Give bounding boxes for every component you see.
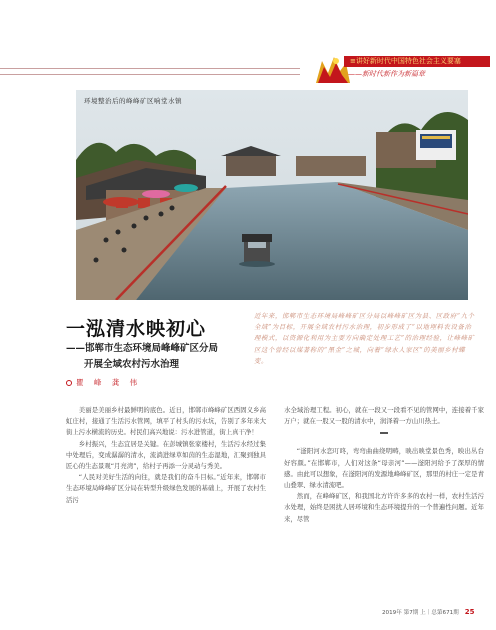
page-number: 25 xyxy=(464,608,475,616)
body-paragraph: 水全域治理工程。初心，就在一段又一段看不见的管网中，连接着千家万户；就在一股又一股的清水中，润泽着一方山川热土。 xyxy=(284,406,484,426)
issue-info: 2019年 第7期 上｜总第671期 xyxy=(382,610,459,616)
body-paragraph: 美丽是美丽乡村最鲜明的底色。近日，邯郸市峰峰矿区西固义乡高虹庄村，接通了生活污水管网，填平了村头的污水坑，告别了多年来大街上污水横流的历史。村民们高兴地说：污水进管道，街上真干净！ xyxy=(66,406,266,437)
body-paragraph: 乡村振兴，生态宜居是关键。在彭城镇张家楼村，生活污水经过集中处理后，变成潺潺的清水，流淌进绿草如茵的生态湿地，汇聚到独具匠心的生态景观“月亮湾”，给村子再添一分灵动与秀美。 xyxy=(66,439,266,471)
header-column-title: ≡讲好新时代中国特色社会主义要塞 xyxy=(344,56,490,67)
header-rule-bottom xyxy=(0,74,300,75)
page-footer xyxy=(382,608,475,616)
author-byline xyxy=(66,377,141,388)
author-names: 瞿 峰 龚 伟 xyxy=(76,378,142,387)
photo-caption: 环境整治后的峰峰矿区响堂水镇 xyxy=(84,97,182,105)
body-paragraph: 然而，在峰峰矿区，和我国北方许许多多的农村一样，农村生活污水处理，始终是困扰人居环境和生态环境提升的一个普遍性问题。近年来，尽管 xyxy=(284,492,484,523)
header-column-subtitle: ——新时代新作为新篇章 xyxy=(348,70,425,78)
section-divider xyxy=(380,432,388,434)
body-paragraph: “人民对美好生活的向往，就是我们的奋斗目标。”近年来，邯郸市生态环境局峰峰矿区分局在转型升级绿色发展的基础上，开展了农村生活污 xyxy=(66,473,266,504)
body-paragraph: “滏阳河水恋叮咚，弯弯曲曲绕明畴，映出映堂景色秀，映出丛台好容颜。”在邯郸市，人们对这条“母亲河”——滏阳河给予了深厚的情感。由此可以想象，在滏阳河的发源地峰峰矿区，那里的村庄一定是青山叠翠、绿水清流吧。 xyxy=(284,447,484,490)
article-photo xyxy=(76,90,468,300)
body-column-left xyxy=(66,405,266,506)
article-subtitle-line2: 开展全域农村污水治理 xyxy=(84,359,180,370)
header-rule-top xyxy=(0,68,300,69)
article-abstract: 近年来，邯郸市生态环境局峰峰矿区分局以峰峰矿区为县、区政府“九个全域”为目标，开展全域农村污水治理，初步形成了“以地埋料农设备治理模式，以资源化利用为主要方向确定处理工艺”的治理经验，让峰峰矿区这个曾经以煤著称的“黑金”之城，向着“绿水人家区”的美丽乡村蝶变。 xyxy=(254,312,475,365)
article-title: 一泓清水映初心 xyxy=(66,318,207,340)
article-subtitle-line1: ——邯郸市生态环境局峰峰矿区分局 xyxy=(66,343,219,354)
body-column-right xyxy=(284,405,484,525)
author-bullet-icon xyxy=(66,380,72,386)
